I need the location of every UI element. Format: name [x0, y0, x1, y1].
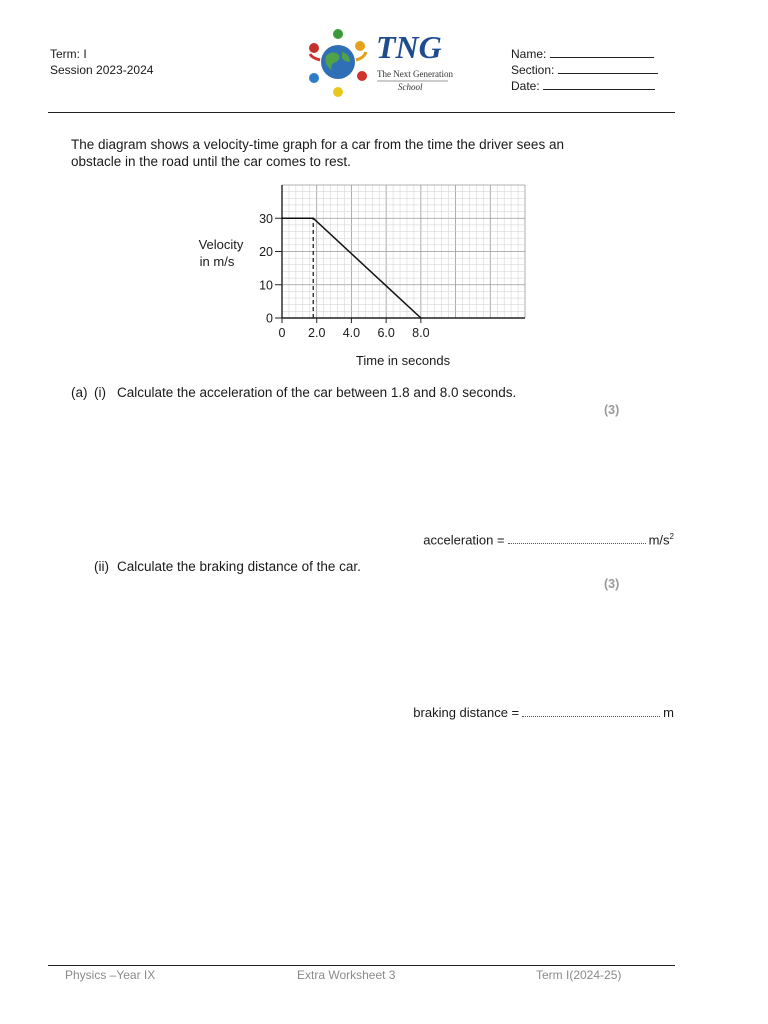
acceleration-answer-row: [423, 532, 674, 547]
x-tick-label: 4.0: [342, 326, 361, 340]
school-logo: [298, 26, 458, 100]
y-tick-label: 20: [259, 245, 273, 259]
section-line[interactable]: [558, 62, 658, 74]
x-tick-label: 8.0: [412, 326, 430, 340]
velocity-time-graph: [190, 180, 540, 370]
date-field[interactable]: [511, 78, 658, 94]
name-line[interactable]: [550, 46, 654, 58]
header-divider: [48, 112, 675, 113]
header-term-session: [50, 46, 153, 78]
logo-tagline: School: [398, 82, 423, 92]
logo-brand: TNG: [376, 29, 442, 65]
part-a-label: (a): [71, 385, 88, 400]
acceleration-answer-line[interactable]: [508, 533, 646, 544]
logo-subtitle: The Next Generation: [377, 69, 453, 79]
section-label: Section:: [511, 63, 555, 77]
y-axis-label-line-1: Velocity: [198, 237, 244, 252]
velocity-data-point: [281, 217, 283, 219]
acceleration-label: acceleration =: [423, 532, 505, 548]
question-intro: [71, 137, 631, 170]
term-text: Term: I: [50, 47, 87, 61]
braking-distance-answer-line[interactable]: [522, 706, 660, 717]
intro-line-2: obstacle in the road until the car comes to rest.: [71, 153, 351, 169]
acceleration-unit: m/s: [648, 532, 670, 548]
braking-distance-answer-row: [413, 705, 674, 720]
name-label: Name:: [511, 47, 547, 61]
part-ii-label: (ii): [94, 559, 109, 574]
date-label: Date:: [511, 79, 540, 93]
x-tick-label: 6.0: [377, 326, 395, 340]
part-ii-question: Calculate the braking distance of the car.: [117, 559, 361, 574]
date-line[interactable]: [543, 78, 655, 90]
section-field[interactable]: [511, 62, 658, 78]
session-text: Session 2023-2024: [50, 63, 154, 77]
y-tick-label: 10: [259, 278, 273, 293]
part-i-label: (i): [94, 385, 106, 400]
y-tick-label: 30: [259, 211, 273, 226]
y-axis-label-line-2: in m/s: [199, 254, 235, 269]
footer-title: Extra Worksheet 3: [297, 968, 396, 982]
globe-icon: [309, 29, 367, 97]
part-i-question: Calculate the acceleration of the car between 1.8 and 8.0 seconds.: [117, 385, 517, 400]
x-tick-label: 0: [278, 326, 286, 340]
intro-line-1: The diagram shows a velocity-time graph for a car from the time the driver sees an: [71, 137, 564, 152]
part-ii-marks: (3): [604, 577, 620, 591]
x-tick-label: 2.0: [308, 326, 326, 340]
x-axis-label: Time in seconds: [355, 353, 451, 368]
y-tick-label: 0: [266, 311, 273, 326]
braking-distance-label: braking distance =: [413, 705, 520, 720]
acceleration-unit-exponent: 2: [669, 532, 674, 541]
footer-divider: [48, 965, 675, 966]
velocity-data-point: [312, 217, 314, 219]
footer-subject: Physics –Year IX: [65, 968, 156, 982]
header-student-fields: [511, 46, 658, 94]
velocity-data-point: [420, 317, 422, 319]
braking-distance-unit: m: [663, 705, 674, 720]
graph-grid: [282, 185, 525, 318]
name-field[interactable]: [511, 46, 658, 62]
footer-term: Term I(2024-25): [536, 968, 622, 982]
part-i-marks: (3): [604, 403, 620, 417]
